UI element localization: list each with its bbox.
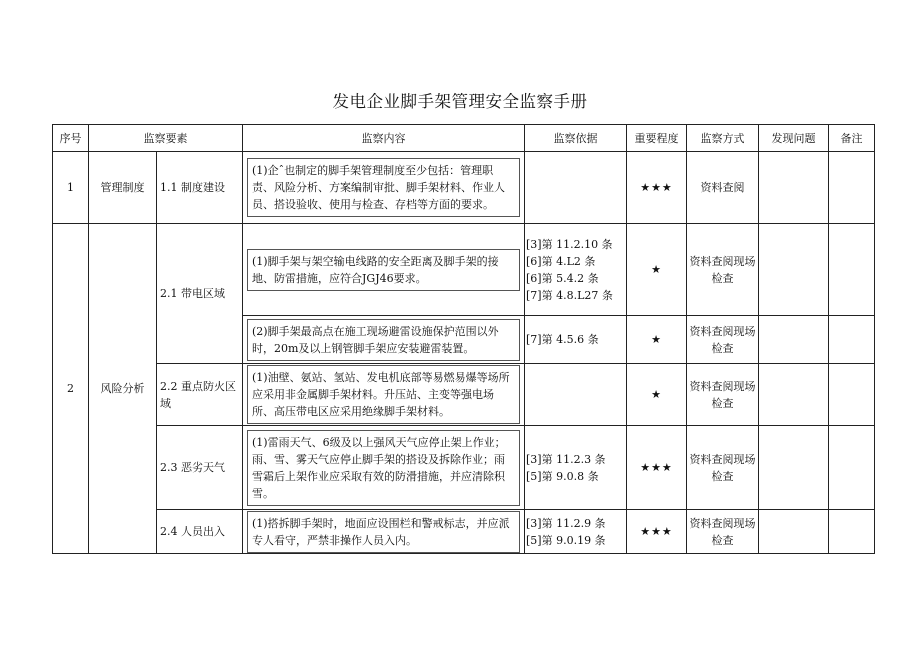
content-text: (1)搭拆脚手架时，地面应设围栏和警戒标志，并应派专人看守，严禁非操作人员入内。 [247, 511, 520, 553]
basis-cell [525, 316, 627, 364]
header-no: 序号 [53, 125, 89, 152]
method: 资料查阅现场检查 [687, 224, 759, 316]
header-remarks: 备注 [829, 125, 875, 152]
content-cell [243, 224, 525, 316]
content-cell [243, 316, 525, 364]
importance-stars: ★ [627, 224, 687, 316]
basis-line: [7]第 4.5.6 条 [526, 333, 599, 346]
supervision-table [52, 124, 875, 554]
table-row [53, 510, 875, 554]
basis-line: [3]第 11.2.9 条 [526, 516, 606, 530]
issues-cell [759, 224, 829, 316]
content-text: (1)雷雨天气、6级及以上强风天气应停止架上作业；雨、雪、雾天气应停止脚手架的搭设及拆除作业；雨雪霜后上架作业应采取有效的防滑措施，并应清除积雪。 [247, 430, 520, 506]
remarks-cell [829, 224, 875, 316]
basis-line: [6]第 4.L2 条 [526, 254, 596, 268]
content-text: (2)脚手架最高点在施工现场避雷设施保护范围以外时，20m及以上钢管脚手架应安装避雷装置。 [247, 319, 520, 361]
method: 资料查阅现场检查 [687, 510, 759, 554]
header-content: 监察内容 [243, 125, 525, 152]
sub-element: 2.4 人员出入 [157, 510, 243, 554]
method: 资料查阅现场检查 [687, 364, 759, 426]
remarks-cell [829, 426, 875, 510]
table-row [53, 224, 875, 316]
basis-cell [525, 510, 627, 554]
content-text: (1)油壁、氨站、氢站、发电机底部等易燃易爆等场所应采用非金属脚手架材料。升压站、主变等强电场所、高压带电区应采用绝缘脚手架材料。 [247, 365, 520, 424]
basis-line: [3]第 11.2.3 条 [526, 452, 606, 466]
method: 资料查阅 [687, 152, 759, 224]
sub-element: 2.3 恶劣天气 [157, 426, 243, 510]
importance-stars: ★★★ [627, 510, 687, 554]
header-importance: 重要程度 [627, 125, 687, 152]
content-cell [243, 510, 525, 554]
remarks-cell [829, 152, 875, 224]
header-method: 监察方式 [687, 125, 759, 152]
issues-cell [759, 510, 829, 554]
sub-element: 2.2 重点防火区域 [157, 364, 243, 426]
content-text: (1)脚手架与架空输电线路的安全距离及脚手架的接地、防雷措施，应符合JGJ46要求。 [247, 249, 520, 291]
row-number: 2 [53, 224, 89, 554]
issues-cell [759, 152, 829, 224]
content-cell [243, 426, 525, 510]
basis-line: [5]第 9.0.8 条 [526, 469, 599, 483]
basis-line: [5]第 9.0.19 条 [526, 533, 606, 547]
basis-cell [525, 426, 627, 510]
remarks-cell [829, 510, 875, 554]
remarks-cell [829, 364, 875, 426]
basis-cell [525, 224, 627, 316]
basis-line: [7]第 4.8.L27 条 [526, 288, 613, 302]
header-row [53, 125, 875, 152]
basis-line: [3]第 11.2.10 条 [526, 237, 613, 251]
table-row [53, 364, 875, 426]
table-row [53, 152, 875, 224]
header-basis: 监察依据 [525, 125, 627, 152]
content-cell [243, 152, 525, 224]
sub-element: 2.1 带电区域 [157, 224, 243, 364]
category: 风险分析 [89, 224, 157, 554]
importance-stars: ★★★ [627, 426, 687, 510]
remarks-cell [829, 316, 875, 364]
row-number: 1 [53, 152, 89, 224]
method: 资料查阅现场检查 [687, 426, 759, 510]
sub-element: 1.1 制度建设 [157, 152, 243, 224]
importance-stars: ★★★ [627, 152, 687, 224]
basis-cell [525, 152, 627, 224]
basis-cell [525, 364, 627, 426]
document-title: 发电企业脚手架管理安全监察手册 [332, 92, 588, 111]
method: 资料查阅现场检查 [687, 316, 759, 364]
importance-stars: ★ [627, 316, 687, 364]
issues-cell [759, 316, 829, 364]
category: 管理制度 [89, 152, 157, 224]
content-text: (1)企ˆ也制定的脚手架管理制度至少包括：管理职责、风险分析、方案编制审批、脚手架材料、作业人员、搭设验收、使用与检查、存档等方面的要求。 [247, 158, 520, 217]
header-req: 监察要素 [89, 125, 243, 152]
table-row [53, 426, 875, 510]
issues-cell [759, 364, 829, 426]
content-cell [243, 364, 525, 426]
issues-cell [759, 426, 829, 510]
header-issues: 发现问题 [759, 125, 829, 152]
importance-stars: ★ [627, 364, 687, 426]
basis-line: [6]第 5.4.2 条 [526, 271, 599, 285]
